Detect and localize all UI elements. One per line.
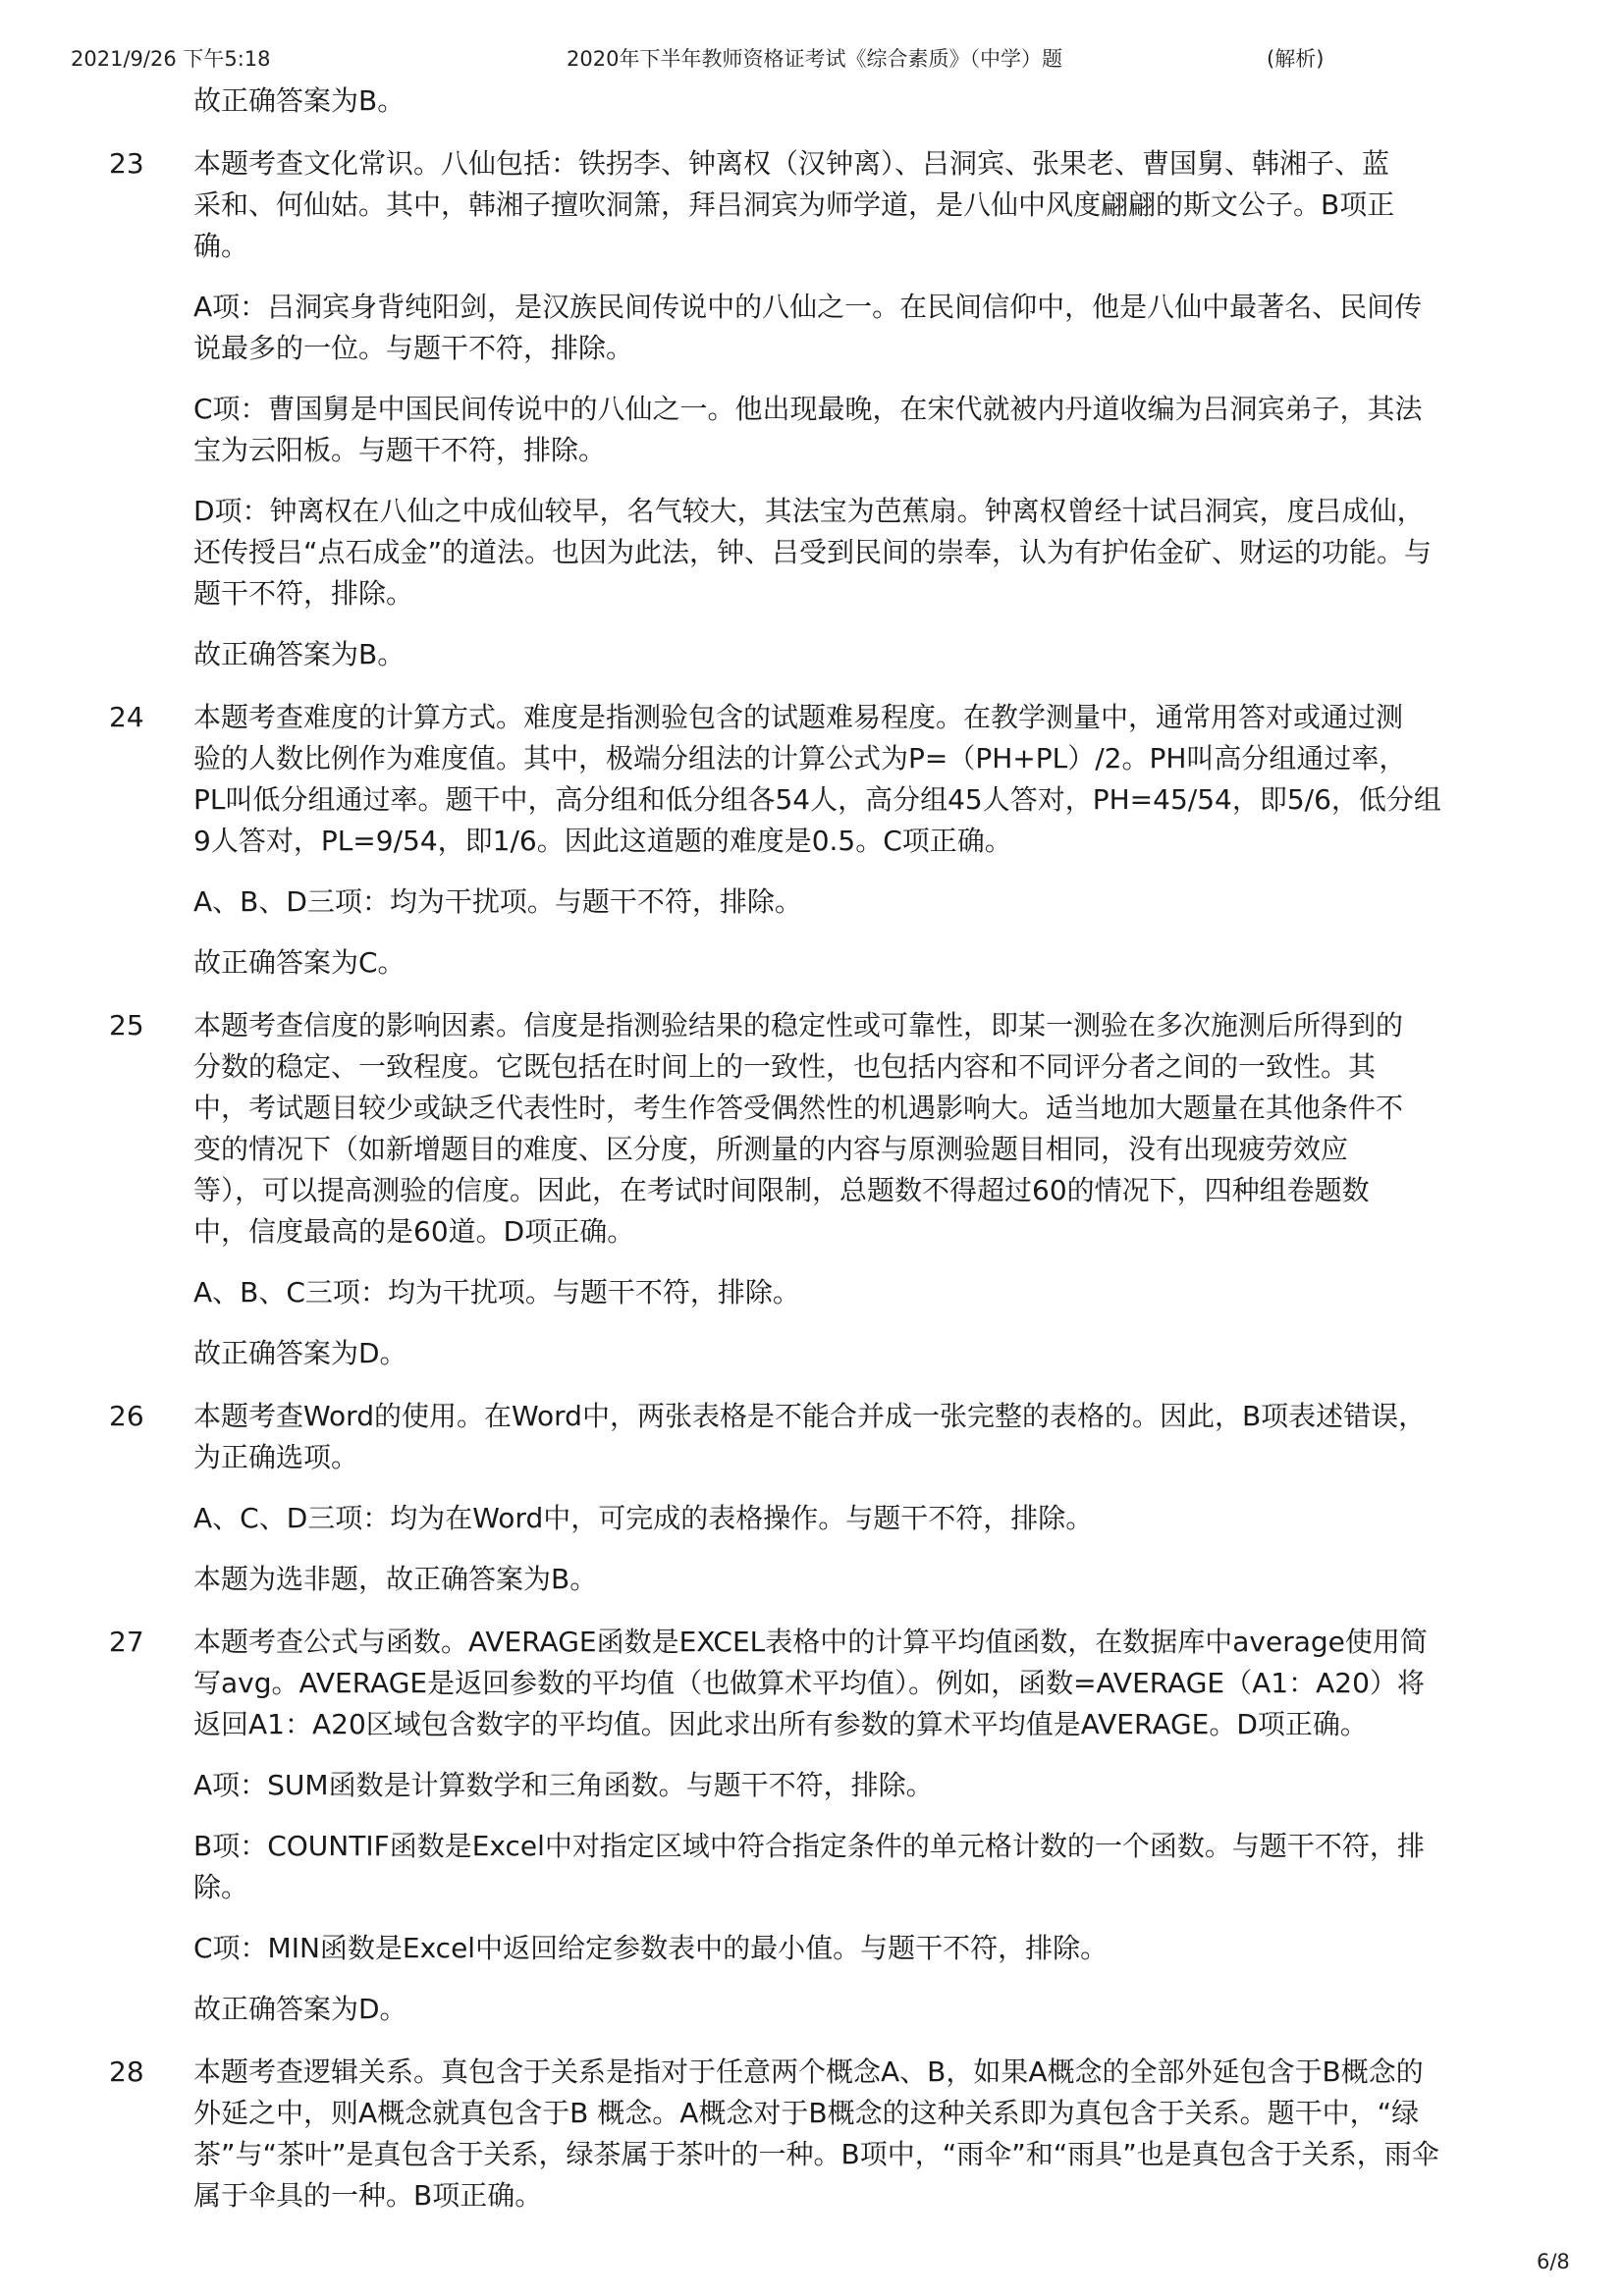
question-number: 23	[109, 147, 144, 180]
text-line: 题干不符，排除。	[193, 577, 414, 610]
q23-option-c	[193, 389, 1499, 471]
text-line: A、C、D三项：均为在Word中，可完成的表格操作。与题干不符，排除。	[193, 1502, 1094, 1534]
text-line: 本题考查难度的计算方式。难度是指测验包含的试题难易程度。在教学测量中，通常用答对或通过测	[193, 701, 1404, 733]
question-number: 28	[109, 2056, 144, 2088]
print-datetime: 2021/9/26 下午5:18	[71, 47, 271, 71]
q23-option-a	[193, 287, 1499, 369]
text-line: 说最多的一位。与题干不符，排除。	[193, 332, 634, 364]
text-line: 中，信度最高的是60道。D项正确。	[193, 1215, 635, 1248]
text-line: 本题考查逻辑关系。真包含于关系是指对于任意两个概念A、B，如果A概念的全部外延包含于B概念的	[193, 2056, 1424, 2088]
q23-answer	[193, 634, 1499, 675]
text-line: 9人答对，PL=9/54，即1/6。因此这道题的难度是0.5。C项正确。	[193, 825, 1012, 857]
question-28	[109, 2052, 1499, 2216]
text-line: D项：钟离权在八仙之中成仙较早，名气较大，其法宝为芭蕉扇。钟离权曾经十试吕洞宾，度吕成仙，	[193, 495, 1425, 527]
q27-option-c	[193, 1928, 1499, 1969]
question-number: 25	[109, 1009, 144, 1041]
question-23	[109, 143, 1499, 267]
q23-option-d	[193, 491, 1499, 614]
text-line: PL叫低分组通过率。题干中，高分组和低分组各54人，高分组45人答对，PH=45/54，即5/6，低分组	[193, 783, 1441, 816]
question-number: 26	[109, 1400, 144, 1432]
answer-line: 故正确答案为C。	[193, 946, 406, 979]
answer-line: 故正确答案为B。	[193, 638, 406, 670]
text-line: 宝为云阳板。与题干不符，排除。	[193, 434, 607, 466]
text-line: A、B、D三项：均为干扰项。与题干不符，排除。	[193, 885, 802, 918]
text-line: 本题考查信度的影响因素。信度是指测验结果的稳定性或可靠性，即某一测验在多次施测后所得到的	[193, 1009, 1404, 1041]
q24-options	[193, 881, 1499, 923]
q25-options	[193, 1272, 1499, 1313]
text-line: 为正确选项。	[193, 1441, 359, 1473]
question-24	[109, 697, 1499, 862]
text-line: 属于伞具的一种。B项正确。	[193, 2179, 543, 2212]
question-number: 27	[109, 1626, 144, 1658]
text-line: A项：吕洞宾身背纯阳剑，是汉族民间传说中的八仙之一。在民间信仰中，他是八仙中最著名、民间传	[193, 291, 1423, 323]
q24-answer	[193, 942, 1499, 984]
q26-answer	[193, 1559, 1499, 1600]
text-line: 外延之中，则A概念就真包含于B 概念。A概念对于B概念的这种关系即为真包含于关系。题干中，“绿	[193, 2097, 1420, 2129]
text-line: 本题考查公式与函数。AVERAGE函数是EXCEL表格中的计算平均值函数，在数据库中average使用简	[193, 1626, 1428, 1658]
text-line: 除。	[193, 1871, 249, 1903]
q26-options	[193, 1498, 1499, 1539]
intro-answer	[193, 80, 1499, 122]
text-line: 本题考查文化常识。八仙包括：铁拐李、钟离权（汉钟离）、吕洞宾、张果老、曹国舅、韩湘子、蓝	[193, 147, 1390, 180]
q27-option-b	[193, 1826, 1499, 1908]
text-line: 茶”与“茶叶”是真包含于关系，绿茶属于茶叶的一种。B项中，“雨伞”和“雨具”也是真包含于关系，雨伞	[193, 2138, 1439, 2170]
question-27	[109, 1622, 1499, 1745]
text-line: 本题考查Word的使用。在Word中，两张表格是不能合并成一张完整的表格的。因此，B项表述错误，	[193, 1400, 1427, 1432]
text-line: 采和、何仙姑。其中，韩湘子擅吹洞箫，拜吕洞宾为师学道，是八仙中风度翩翩的斯文公子。B项正	[193, 188, 1395, 221]
answer-line: 故正确答案为B。	[193, 84, 406, 117]
text-line: 确。	[193, 230, 249, 262]
question-25	[109, 1005, 1499, 1253]
print-header	[71, 43, 1543, 73]
text-line: 分数的稳定、一致程度。它既包括在时间上的一致性，也包括内容和不同评分者之间的一致性。其	[193, 1050, 1377, 1083]
question-number: 24	[109, 701, 144, 733]
document-tag: (解析)	[1267, 47, 1325, 71]
text-line: 中，考试题目较少或缺乏代表性时，考生作答受偶然性的机遇影响大。适当地加大题量在其他条件不	[193, 1092, 1404, 1124]
q25-answer	[193, 1333, 1499, 1374]
text-line: C项：MIN函数是Excel中返回给定参数表中的最小值。与题干不符，排除。	[193, 1932, 1109, 1964]
text-line: 等），可以提高测验的信度。因此，在考试时间限制，总题数不得超过60的情况下，四种组卷题数	[193, 1174, 1370, 1206]
text-line: A项：SUM函数是计算数学和三角函数。与题干不符，排除。	[193, 1769, 934, 1801]
text-line: 变的情况下（如新增题目的难度、区分度，所测量的内容与原测验题目相同，没有出现疲劳效应	[193, 1133, 1349, 1165]
answer-line: 故正确答案为D。	[193, 1993, 407, 2025]
document-title: 2020年下半年教师资格证考试《综合素质》（中学）题	[567, 47, 1062, 71]
page-content	[0, 80, 1624, 2216]
text-line: C项：曹国舅是中国民间传说中的八仙之一。他出现最晚，在宋代就被内丹道收编为吕洞宾弟子，其法	[193, 393, 1423, 425]
text-line: 写avg。AVERAGE是返回参数的平均值（也做算术平均值）。例如，函数=AVERAGE（A1：A20）将	[193, 1667, 1425, 1699]
q27-option-a	[193, 1765, 1499, 1806]
text-line: B项：COUNTIF函数是Excel中对指定区域中符合指定条件的单元格计数的一个函数。与题干不符，排	[193, 1830, 1425, 1862]
text-line: 验的人数比例作为难度值。其中，极端分组法的计算公式为P=（PH+PL）/2。PH叫高分组通过率，	[193, 742, 1407, 774]
answer-line: 本题为选非题，故正确答案为B。	[193, 1563, 598, 1595]
page-number: 6/8	[1537, 2250, 1570, 2273]
text-line: A、B、C三项：均为干扰项。与题干不符，排除。	[193, 1276, 800, 1308]
question-26	[109, 1396, 1499, 1478]
text-line: 还传授吕“点石成金”的道法。也因为此法，钟、吕受到民间的崇奉，认为有护佑金矿、财运的功能。与	[193, 536, 1433, 568]
text-line: 返回A1：A20区域包含数字的平均值。因此求出所有参数的算术平均值是AVERAGE。D项正确。	[193, 1708, 1368, 1740]
q27-answer	[193, 1989, 1499, 2030]
answer-line: 故正确答案为D。	[193, 1337, 407, 1369]
